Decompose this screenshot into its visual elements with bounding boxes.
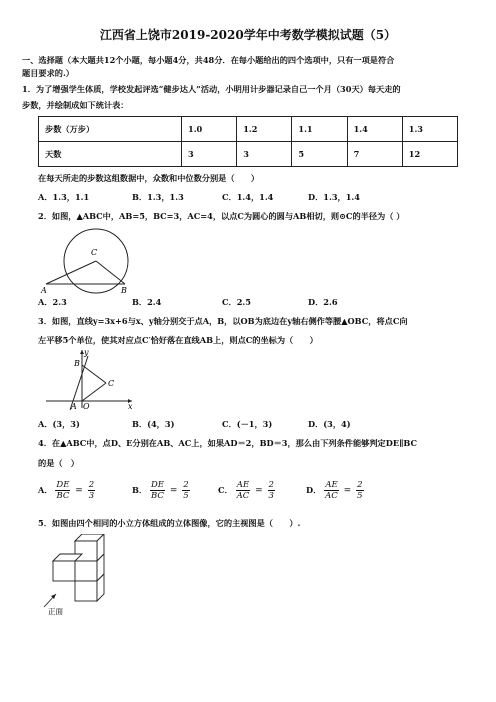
fraction: $\frac{AE}{AC}$ bbox=[325, 480, 338, 501]
q1-stem-line2: 步数，并绘制成如下统计表： bbox=[22, 100, 129, 110]
label-a: A bbox=[41, 286, 47, 295]
q4-stem-line1: 4．在▲ABC中，点D、E分别在AB、AC上，如果AD＝2，BD＝3，那么由下列条件能够判定DE∥BC bbox=[38, 438, 417, 448]
q2-option-b: B．2.4 bbox=[132, 297, 162, 307]
fraction: $\frac{DE}{BC}$ bbox=[150, 480, 164, 501]
q1-option-d: D．1.3，1.4 bbox=[308, 192, 360, 202]
table-cell: 12 bbox=[402, 142, 457, 167]
table-cell: 1.2 bbox=[237, 117, 292, 142]
table-cell: 3 bbox=[182, 142, 237, 167]
q1-option-b: B．1.3，1.3 bbox=[132, 192, 184, 202]
label-x: x bbox=[128, 402, 133, 411]
q4-option-d: D． $\frac{AE}{AC}$ = $\frac{2}{5}$ bbox=[306, 480, 363, 501]
section-heading-line1: 一、选择题（本大题共12个小题，每小题4分，共48分．在每小题给出的四个选项中，只有一项是符合 bbox=[22, 55, 395, 65]
label-c: C bbox=[108, 379, 115, 388]
steps-table bbox=[38, 116, 458, 167]
q2-figure bbox=[40, 224, 150, 296]
q3-option-d: D．(3，4) bbox=[308, 419, 351, 429]
table-cell: 5 bbox=[292, 142, 347, 167]
q2-option-c: C．2.5 bbox=[222, 297, 251, 307]
fraction: $\frac{AE}{AC}$ bbox=[236, 480, 250, 501]
q3-option-c: C．(－1，3) bbox=[222, 419, 273, 429]
label-a: A bbox=[71, 402, 77, 411]
q5-figure bbox=[38, 534, 118, 616]
label-b: B bbox=[74, 359, 80, 368]
q4-option-b: B． $\frac{DE}{BC}$ = $\frac{2}{5}$ bbox=[132, 480, 189, 501]
table-cell: 天数 bbox=[39, 142, 182, 167]
q3-figure bbox=[44, 346, 144, 412]
page-title: 江西省上饶市2019-2020学年中考数学模拟试题（5） bbox=[99, 28, 397, 42]
table-cell: 步数（万步） bbox=[39, 117, 182, 142]
fraction: $\frac{2}{5}$ bbox=[357, 480, 363, 501]
q2-option-d: D．2.6 bbox=[308, 297, 338, 307]
q4-option-a: A． $\frac{DE}{BC}$ = $\frac{2}{3}$ bbox=[38, 480, 95, 501]
q3-option-a: A．(3，3) bbox=[38, 419, 80, 429]
label-c: C bbox=[91, 248, 98, 257]
q2-option-a: A．2.3 bbox=[38, 297, 67, 307]
q4-stem-line2: 的是（ ） bbox=[38, 458, 79, 468]
q1-option-a: A．1.3，1.1 bbox=[38, 192, 90, 202]
table-row bbox=[39, 117, 458, 142]
q4-option-c: C． $\frac{AE}{AC}$ = $\frac{2}{3}$ bbox=[218, 480, 274, 501]
q3-stem-line1: 3．如图，直线y=3x+6与x、y轴分别交于点A，B，以OB为底边在y轴右侧作等腰▲OBC，将点C向 bbox=[38, 316, 408, 326]
fraction: $\frac{2}{5}$ bbox=[183, 480, 189, 501]
label-o: O bbox=[83, 402, 90, 411]
fraction: $\frac{2}{3}$ bbox=[268, 480, 274, 501]
q1-stem-line1: 1．为了增强学生体质，学校发起评选“健步达人”活动，小明用计步器记录自己一个月（30天）每天走的 bbox=[22, 84, 401, 94]
table-cell: 7 bbox=[347, 142, 402, 167]
q1-option-c: C．1.4，1.4 bbox=[222, 192, 274, 202]
table-cell: 1.1 bbox=[292, 117, 347, 142]
label-b: B bbox=[121, 286, 127, 295]
label-y: y bbox=[84, 348, 89, 357]
table-row bbox=[39, 142, 458, 167]
fraction: $\frac{2}{3}$ bbox=[88, 480, 95, 501]
table-cell: 3 bbox=[237, 142, 292, 167]
q2-stem: 2．如图，▲ABC中，AB=5，BC=3，AC=4，以点C为圆心的圆与AB相切，则⊙C的半径为（ ） bbox=[38, 211, 405, 221]
q3-stem-line2: 左平移5个单位，使其对应点C′恰好落在直线AB上，则点C的坐标为（ ） bbox=[38, 335, 318, 345]
q5-stem: 5．如图由四个相同的小立方体组成的立体图像，它的主视图是（ ）. bbox=[38, 518, 301, 528]
q1-question: 在每天所走的步数这组数据中，众数和中位数分别是（ ） bbox=[38, 173, 260, 183]
table-cell: 1.4 bbox=[347, 117, 402, 142]
fraction: $\frac{DE}{BC}$ bbox=[56, 480, 70, 501]
q3-option-b: B．(4，3) bbox=[132, 419, 175, 429]
section-heading-line2: 题目要求的.） bbox=[22, 68, 74, 78]
table-cell: 1.3 bbox=[402, 117, 457, 142]
front-label: 正面 bbox=[48, 607, 63, 616]
table-cell: 1.0 bbox=[182, 117, 237, 142]
